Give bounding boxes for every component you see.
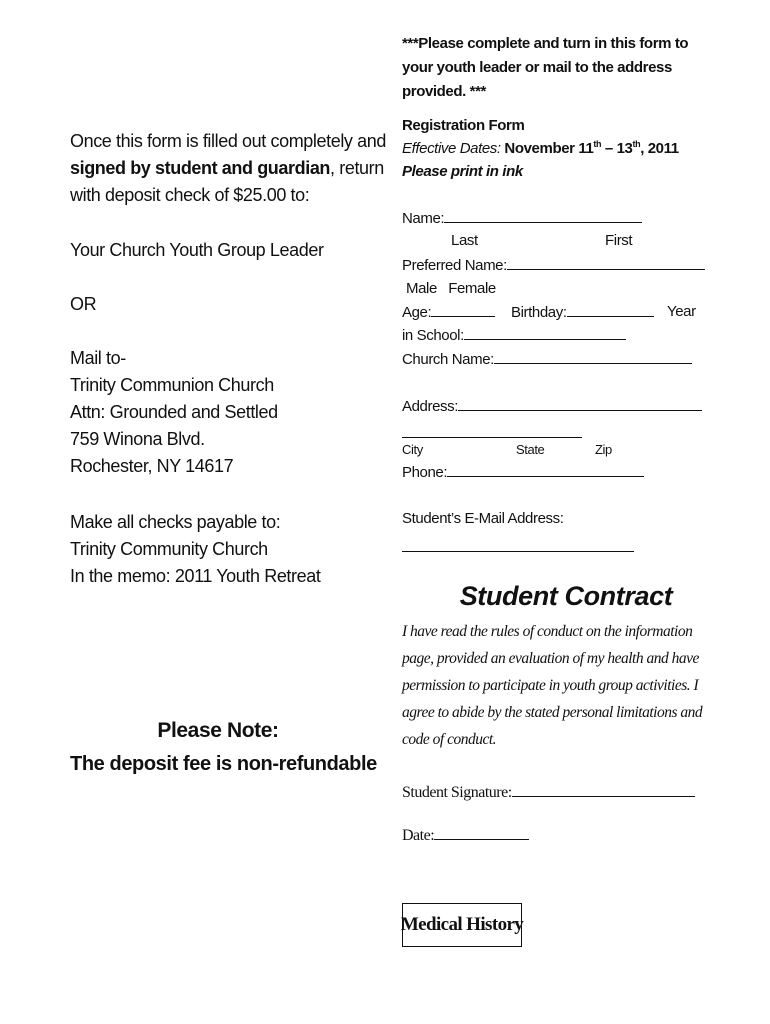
mail-line: 759 Winona Blvd. <box>70 429 205 449</box>
effective-dates <box>402 137 679 160</box>
preferred-label: Preferred Name: <box>402 257 507 274</box>
effective-sep: – 13 <box>601 140 633 157</box>
header-line: provided. *** <box>402 83 486 100</box>
mail-line: Trinity Communion Church <box>70 375 274 395</box>
name-first-label: First <box>605 232 633 249</box>
email-label: Student’s E-Mail Address: <box>402 510 564 527</box>
phone-field[interactable] <box>402 460 644 484</box>
header-line: ***Please complete and turn in this form to <box>402 35 689 52</box>
in-school-line[interactable] <box>464 323 626 340</box>
medical-history-label: Medical History <box>400 914 524 935</box>
in-school-label: in School: <box>402 327 464 344</box>
zip-label: Zip <box>595 442 612 457</box>
church-name-field[interactable] <box>402 347 692 371</box>
name-field[interactable] <box>402 206 642 230</box>
date-field[interactable] <box>402 823 529 845</box>
name-last-label: Last <box>451 232 478 249</box>
note-text: The deposit fee is non-refundable <box>70 753 377 775</box>
note-title: Please Note: <box>157 719 279 742</box>
header-line: your youth leader or mail to the address <box>402 59 672 76</box>
preferred-line[interactable] <box>507 253 705 270</box>
contract-line: agree to abide by the stated personal limitations and <box>402 704 703 721</box>
intro-bold: signed by student and guardian <box>70 158 331 178</box>
birthday-line[interactable] <box>567 300 654 317</box>
gender-options[interactable]: Male Female <box>406 280 496 297</box>
medical-history-button[interactable] <box>402 903 522 947</box>
signature-label: Student Signature: <box>402 784 512 801</box>
mail-line: Mail to- <box>70 348 126 368</box>
age-label: Age: <box>402 304 432 321</box>
instructions-header <box>402 32 688 104</box>
signature-field[interactable] <box>402 780 695 802</box>
contract-line: code of conduct. <box>402 731 497 748</box>
print-note: Please print in ink <box>402 163 523 180</box>
year-label: Year <box>667 303 696 320</box>
intro-line-3: with deposit check of $25.00 to: <box>70 185 310 205</box>
phone-label: Phone: <box>402 464 448 481</box>
effective-start: November 11 <box>504 140 594 157</box>
address-line-2[interactable] <box>402 437 582 438</box>
name-label: Name: <box>402 210 445 227</box>
birthday-label: Birthday: <box>511 304 567 321</box>
intro-post: , return <box>330 158 384 178</box>
intro-paragraph <box>70 128 386 209</box>
payable-line: In the memo: 2011 Youth Retreat <box>70 566 321 586</box>
date-line[interactable] <box>434 823 529 840</box>
contract-line: permission to participate in youth group activities. I <box>402 677 699 694</box>
contract-text <box>402 618 702 753</box>
address-line[interactable] <box>458 394 702 411</box>
or-text: OR <box>70 294 97 314</box>
address-label: Address: <box>402 398 458 415</box>
option-youth-leader: Your Church Youth Group Leader <box>70 240 324 260</box>
sup-th: th <box>593 139 602 149</box>
church-line[interactable] <box>494 347 692 364</box>
preferred-name-field[interactable] <box>402 253 705 277</box>
church-label: Church Name: <box>402 351 494 368</box>
payable-line: Trinity Community Church <box>70 539 268 559</box>
form-title: Registration Form <box>402 117 525 134</box>
name-line[interactable] <box>444 206 642 223</box>
age-field[interactable] <box>402 300 495 324</box>
email-line[interactable] <box>402 551 634 552</box>
intro-line-2 <box>70 155 386 182</box>
mail-line: Rochester, NY 14617 <box>70 456 234 476</box>
mail-line: Attn: Grounded and Settled <box>70 402 278 422</box>
sup-th: th <box>632 139 641 149</box>
contract-line: page, provided an evaluation of my health and have <box>402 650 699 667</box>
age-line[interactable] <box>431 300 495 317</box>
state-label: State <box>516 442 545 457</box>
signature-line[interactable] <box>512 780 695 797</box>
payable-info <box>70 509 320 590</box>
effective-year: , 2011 <box>640 140 679 157</box>
birthday-field[interactable] <box>511 300 654 324</box>
city-label: City <box>402 442 423 457</box>
contract-line: I have read the rules of conduct on the information <box>402 623 693 640</box>
intro-line-1: Once this form is filled out completely and <box>70 131 386 151</box>
contract-title: Student Contract <box>459 581 673 611</box>
date-label: Date: <box>402 827 435 844</box>
payable-line: Make all checks payable to: <box>70 512 281 532</box>
in-school-field[interactable] <box>402 323 626 347</box>
address-field[interactable] <box>402 394 702 418</box>
phone-line[interactable] <box>447 460 644 477</box>
mailing-address <box>70 345 278 480</box>
effective-label: Effective Dates: <box>402 140 505 157</box>
